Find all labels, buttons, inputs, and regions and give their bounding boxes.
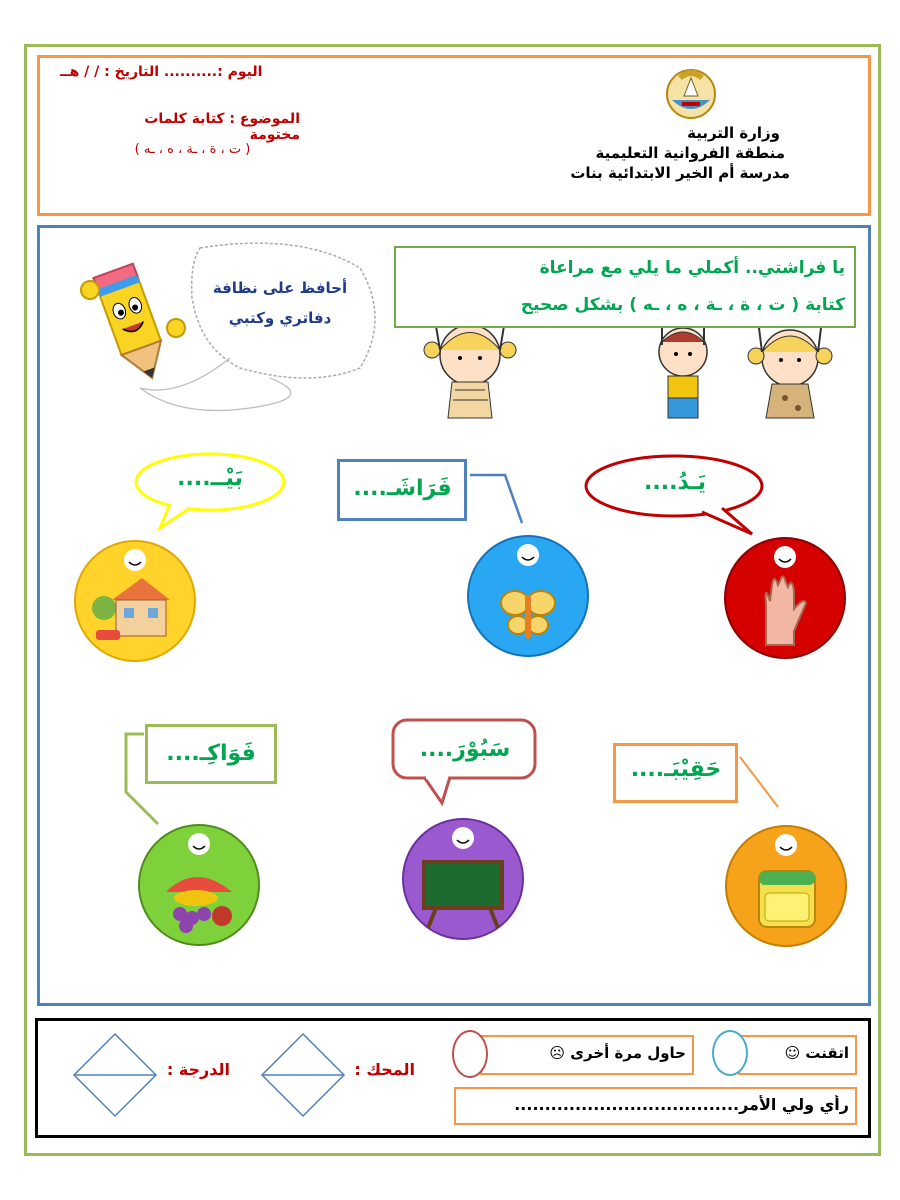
- ministry-name: وزارة التربية: [687, 124, 780, 142]
- excellent-label: اتقنت ☺: [784, 1044, 849, 1062]
- word-fawakih: فَوَاكِـ....: [166, 741, 256, 766]
- hand-picture-icon: [722, 535, 848, 661]
- children-illustration-icon: [400, 320, 840, 420]
- connector-farasha: [470, 465, 530, 525]
- reminder-text: [205, 273, 355, 333]
- word-bayt: بَيْــ....: [177, 466, 243, 491]
- criterion-diamond[interactable]: [260, 1032, 346, 1118]
- school-name: مدرسة أم الخير الابتدائية بنات: [570, 164, 790, 182]
- word-sabbura: سَبُوْرَ....: [419, 737, 511, 762]
- try-again-label: حاول مرة أخرى ☹: [549, 1044, 686, 1062]
- parent-opinion-label: رأي ولي الأمر.....................................: [514, 1095, 849, 1114]
- butterfly-picture-icon: [465, 533, 591, 659]
- region-name: منطقة الفروانية التعليمية: [595, 144, 785, 162]
- connector-haqiba: [738, 755, 788, 815]
- instruction-line-2: كتابة ( ت ، ة ، ـة ، ه ، ـه ) بشكل صحيح: [520, 295, 845, 315]
- bubble-yad: [582, 450, 772, 540]
- fruits-picture-icon: [136, 822, 262, 948]
- grade-label: الدرجة :: [166, 1060, 230, 1079]
- word-yad: يَـدُ....: [644, 470, 706, 495]
- school-bag-picture-icon: [723, 823, 849, 949]
- criterion-label: المحك :: [354, 1060, 415, 1079]
- reminder-line-1: أحافظ على نظافة: [212, 279, 348, 297]
- instruction-line-1: يا فراشتي.. أكملي ما يلي مع مراعاة: [539, 258, 845, 278]
- grade-diamond[interactable]: [72, 1032, 158, 1118]
- subject-line: الموضوع : كتابة كلمات مختومة: [144, 111, 300, 143]
- reminder-line-2: دفاتري وكتبي: [228, 309, 332, 327]
- word-farasha: فَرَاشَـ....: [353, 476, 452, 501]
- day-date-line: اليوم :.......... التاريخ : / / هــ: [60, 64, 263, 80]
- house-picture-icon: [72, 538, 198, 664]
- speech-bubble-reminder: [120, 238, 390, 428]
- blackboard-picture-icon: [400, 816, 526, 942]
- try-again-check-circle[interactable]: [452, 1030, 488, 1078]
- word-haqiba: حَقِيْبَـ....: [630, 757, 722, 782]
- excellent-check-circle[interactable]: [712, 1030, 748, 1076]
- letters-line: ( ت ، ة ، ـة ، ه ، ـه ): [134, 142, 251, 157]
- bubble-sabbura: [390, 717, 540, 809]
- kuwait-emblem-icon: [660, 62, 722, 120]
